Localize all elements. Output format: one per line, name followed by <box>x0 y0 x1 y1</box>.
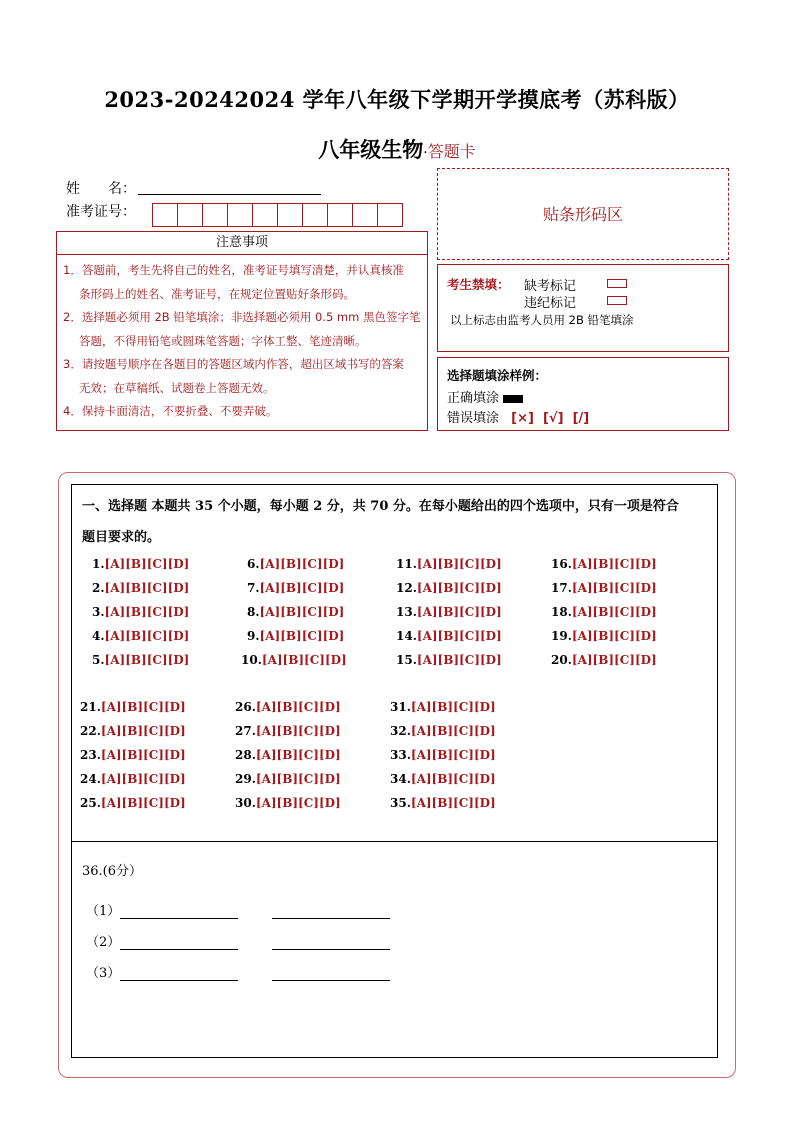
option-bubbles[interactable]: [A][B][C][D] <box>410 724 496 738</box>
choice-question[interactable] <box>390 700 496 714</box>
question-number: 18. <box>551 605 572 619</box>
question-number: 26. <box>235 700 256 714</box>
question-number: 28. <box>235 748 256 762</box>
choice-question[interactable] <box>247 557 344 571</box>
choice-question[interactable] <box>551 581 657 595</box>
option-bubbles[interactable]: [A][B][C][D] <box>104 581 190 595</box>
exam-no-cells[interactable] <box>153 203 403 227</box>
option-bubbles[interactable]: [A][B][C][D] <box>255 772 341 786</box>
exam-no-cell[interactable] <box>352 203 378 227</box>
wrong-fill-marks: [×] [√] [/] <box>511 411 590 426</box>
q36-label: 36.(6分） <box>82 864 143 879</box>
answer-line[interactable] <box>272 935 390 950</box>
option-bubbles[interactable]: [A][B][C][D] <box>255 724 341 738</box>
choice-question[interactable] <box>235 772 341 786</box>
question-number: 12. <box>396 581 417 595</box>
option-bubbles[interactable]: [A][B][C][D] <box>255 700 341 714</box>
option-bubbles[interactable]: [A][B][C][D] <box>571 653 657 667</box>
exam-no-cell[interactable] <box>327 203 353 227</box>
subtitle-card: 答题卡 <box>427 142 476 161</box>
option-bubbles[interactable]: [A][B][C][D] <box>100 748 186 762</box>
page-title: 2023-20242024 学年八年级下学期开学摸底考（苏科版） <box>104 87 690 112</box>
question-number: 13. <box>396 605 417 619</box>
option-bubbles[interactable]: [A][B][C][D] <box>259 581 345 595</box>
option-bubbles[interactable]: [A][B][C][D] <box>261 653 347 667</box>
question-number: 15. <box>396 653 417 667</box>
exam-no-cell[interactable] <box>202 203 228 227</box>
choice-question[interactable] <box>235 724 341 738</box>
choice-question[interactable] <box>390 796 496 810</box>
question-number: 34. <box>390 772 411 786</box>
choice-question[interactable] <box>390 772 496 786</box>
option-bubbles[interactable]: [A][B][C][D] <box>410 748 496 762</box>
choice-question[interactable] <box>92 605 189 619</box>
notice-title: 注意事项 <box>57 232 427 255</box>
barcode-label: 贴条形码区 <box>542 205 623 224</box>
answer-line[interactable] <box>272 966 390 981</box>
question-number: 2. <box>92 581 105 595</box>
option-bubbles[interactable]: [A][B][C][D] <box>259 629 345 643</box>
option-bubbles[interactable]: [A][B][C][D] <box>104 653 190 667</box>
forbidden-label: 考生禁填： <box>447 277 510 292</box>
question-number: 24. <box>80 772 101 786</box>
question-number: 11. <box>396 557 417 571</box>
exam-no-cell[interactable] <box>277 203 303 227</box>
question-number: 5. <box>92 653 105 667</box>
q36-part-label: （1） <box>86 904 121 919</box>
answer-line[interactable] <box>120 966 238 981</box>
question-number: 19. <box>551 629 572 643</box>
wrong-fill-label: 错误填涂 <box>447 411 500 426</box>
notice-item-cont: 条形码上的姓名、准考证号，在规定位置贴好条形码。 <box>79 286 355 301</box>
section-choice-heading-1: 一、选择题 本题共 35 个小题，每小题 2 分，共 70 分。在每小题给出的四个选项中，只有一项是符合 <box>82 499 679 514</box>
option-bubbles[interactable]: [A][B][C][D] <box>100 772 186 786</box>
choice-question[interactable] <box>551 557 657 571</box>
option-bubbles[interactable]: [A][B][C][D] <box>259 605 345 619</box>
choice-question[interactable] <box>396 581 502 595</box>
violation-label: 违纪标记 <box>524 296 577 311</box>
sample-box <box>437 357 729 431</box>
option-bubbles[interactable]: [A][B][C][D] <box>255 796 341 810</box>
notice-list <box>57 255 427 424</box>
option-bubbles[interactable]: [A][B][C][D] <box>100 724 186 738</box>
choice-question[interactable] <box>235 748 341 762</box>
option-bubbles[interactable]: [A][B][C][D] <box>571 557 657 571</box>
question-number: 17. <box>551 581 572 595</box>
choice-question[interactable] <box>92 581 189 595</box>
q36-part <box>86 962 390 981</box>
correct-fill-label: 正确填涂 <box>447 391 500 406</box>
section-36 <box>71 841 718 1058</box>
choice-question[interactable] <box>235 700 341 714</box>
answer-line[interactable] <box>120 935 238 950</box>
option-bubbles[interactable]: [A][B][C][D] <box>416 653 502 667</box>
option-bubbles[interactable]: [A][B][C][D] <box>100 796 186 810</box>
question-number: 25. <box>80 796 101 810</box>
forbidden-note: 以上标志由监考人员用 2B 铅笔填涂 <box>450 313 634 327</box>
choice-question[interactable] <box>80 724 186 738</box>
notice-item: 3．请按题号顺序在各题目的答题区域内作答，超出区域书写的答案 <box>63 357 404 371</box>
choice-question[interactable] <box>551 605 657 619</box>
q36-part-label: （2） <box>86 935 121 950</box>
choice-question[interactable] <box>247 605 344 619</box>
question-number: 21. <box>80 700 101 714</box>
option-bubbles[interactable]: [A][B][C][D] <box>410 772 496 786</box>
question-number: 30. <box>235 796 256 810</box>
option-bubbles[interactable]: [A][B][C][D] <box>416 605 502 619</box>
notice-item: 2．选择题必须用 2B 铅笔填涂；非选择题必须用 0.5 mm 黑色签字笔 <box>63 310 421 324</box>
option-bubbles[interactable]: [A][B][C][D] <box>255 748 341 762</box>
wrong-fill-row <box>447 407 589 426</box>
choice-question[interactable] <box>396 605 502 619</box>
subtitle-main: 八年级生物 <box>318 137 424 162</box>
question-number: 6. <box>247 557 260 571</box>
absent-mark[interactable] <box>607 279 627 288</box>
violation-mark[interactable] <box>607 296 627 305</box>
choice-question[interactable] <box>92 653 189 667</box>
barcode-area <box>437 168 729 260</box>
question-number: 10. <box>241 653 262 667</box>
question-number: 32. <box>390 724 411 738</box>
question-number: 27. <box>235 724 256 738</box>
choice-question[interactable] <box>80 772 186 786</box>
sample-title: 选择题填涂样例： <box>447 368 548 383</box>
exam-no-cell[interactable] <box>177 203 203 227</box>
choice-question[interactable] <box>92 629 189 643</box>
option-bubbles[interactable]: [A][B][C][D] <box>416 581 502 595</box>
option-bubbles[interactable]: [A][B][C][D] <box>571 629 657 643</box>
option-bubbles[interactable]: [A][B][C][D] <box>571 581 657 595</box>
choice-question[interactable] <box>551 653 657 667</box>
option-bubbles[interactable]: [A][B][C][D] <box>100 700 186 714</box>
choice-question[interactable] <box>247 581 344 595</box>
q36-part <box>86 900 390 919</box>
option-bubbles[interactable]: [A][B][C][D] <box>104 557 190 571</box>
exam-no-cell[interactable] <box>252 203 278 227</box>
question-number: 35. <box>390 796 411 810</box>
choice-question[interactable] <box>390 724 496 738</box>
exam-no-label: 准考证号： <box>66 204 136 220</box>
answer-line[interactable] <box>120 904 238 919</box>
choice-question[interactable] <box>551 629 657 643</box>
option-bubbles[interactable]: [A][B][C][D] <box>104 629 190 643</box>
question-number: 22. <box>80 724 101 738</box>
option-bubbles[interactable]: [A][B][C][D] <box>104 605 190 619</box>
exam-no-cell[interactable] <box>227 203 253 227</box>
absent-label: 缺考标记 <box>524 279 577 294</box>
choice-question[interactable] <box>390 748 496 762</box>
correct-fill-sample <box>503 395 523 403</box>
section-choice-heading-2: 题目要求的。 <box>82 530 161 545</box>
correct-fill-row <box>447 387 523 406</box>
option-bubbles[interactable]: [A][B][C][D] <box>410 700 496 714</box>
question-number: 3. <box>92 605 105 619</box>
notice-item: 4．保持卡面清洁，不要折叠、不要弄破。 <box>63 404 278 418</box>
notice-item-cont: 答题，不得用铅笔或圆珠笔答题；字体工整、笔迹清晰。 <box>79 333 367 348</box>
option-bubbles[interactable]: [A][B][C][D] <box>410 796 496 810</box>
choice-question[interactable] <box>247 629 344 643</box>
question-number: 7. <box>247 581 260 595</box>
question-number: 29. <box>235 772 256 786</box>
choice-question[interactable] <box>396 629 502 643</box>
name-field[interactable] <box>138 194 321 195</box>
q36-part-label: （3） <box>86 966 121 981</box>
exam-no-cell[interactable] <box>377 203 403 227</box>
question-number: 4. <box>92 629 105 643</box>
option-bubbles[interactable]: [A][B][C][D] <box>571 605 657 619</box>
choice-question[interactable] <box>80 700 186 714</box>
choice-question[interactable] <box>80 748 186 762</box>
question-number: 23. <box>80 748 101 762</box>
question-number: 9. <box>247 629 260 643</box>
answer-line[interactable] <box>272 904 390 919</box>
question-number: 31. <box>390 700 411 714</box>
card-subtitle <box>0 134 794 164</box>
option-bubbles[interactable]: [A][B][C][D] <box>259 557 345 571</box>
choice-question[interactable] <box>396 557 502 571</box>
exam-no-cell[interactable] <box>302 203 328 227</box>
forbidden-box <box>437 264 729 352</box>
question-number: 1. <box>92 557 105 571</box>
question-number: 20. <box>551 653 572 667</box>
question-number: 16. <box>551 557 572 571</box>
option-bubbles[interactable]: [A][B][C][D] <box>416 557 502 571</box>
choice-question[interactable] <box>80 796 186 810</box>
option-bubbles[interactable]: [A][B][C][D] <box>416 629 502 643</box>
question-number: 8. <box>247 605 260 619</box>
exam-no-cell[interactable] <box>152 203 178 227</box>
choice-question[interactable] <box>92 557 189 571</box>
notice-item-cont: 无效；在草稿纸、试题卷上答题无效。 <box>79 380 275 395</box>
notice-box <box>56 231 428 431</box>
choice-question[interactable] <box>396 653 502 667</box>
q36-part <box>86 931 390 950</box>
notice-item: 1．答题前，考生先将自己的姓名，准考证号填写清楚，并认真核准 <box>63 263 404 277</box>
name-label: 姓 名： <box>66 181 136 197</box>
choice-question[interactable] <box>235 796 341 810</box>
question-number: 33. <box>390 748 411 762</box>
choice-question[interactable] <box>241 653 347 667</box>
subtitle-dot: · <box>423 145 428 161</box>
question-number: 14. <box>396 629 417 643</box>
